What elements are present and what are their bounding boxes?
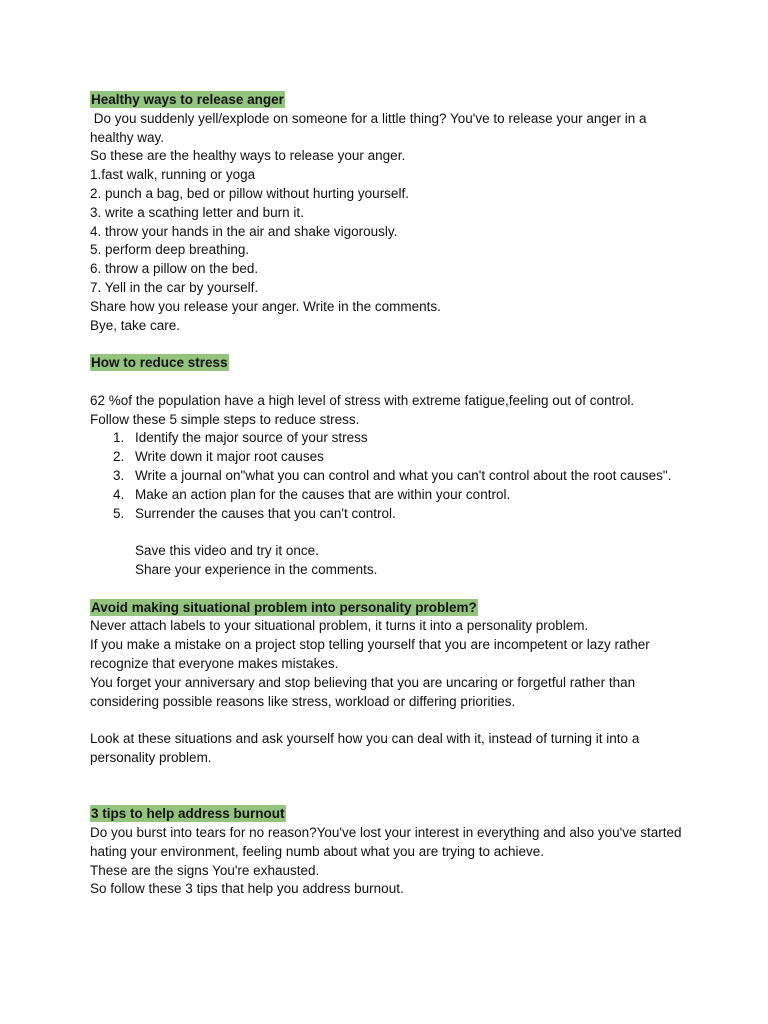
- paragraph: So these are the healthy ways to release your anger.: [90, 148, 406, 164]
- section-stress: [90, 354, 690, 580]
- section-heading: How to reduce stress: [91, 355, 228, 371]
- list-item: 5. perform deep breathing.: [90, 242, 250, 258]
- spacer: [90, 523, 690, 542]
- paragraph: So follow these 3 tips that help you address burnout.: [90, 881, 404, 897]
- list-number: 5.: [113, 505, 125, 521]
- paragraph: Look at these situations and ask yourself how you can deal with it, instead of turning it into a personality problem.: [90, 731, 640, 765]
- list-item: [113, 467, 690, 486]
- list-item-text: Make an action plan for the causes that are within your control.: [135, 486, 511, 502]
- paragraph: Never attach labels to your situational problem, it turns it into a personality problem.: [90, 618, 589, 634]
- paragraph: If you make a mistake on a project stop telling yourself that you are incompetent or lazy rather recognize that everyone makes mistakes.: [90, 637, 650, 671]
- section-heading: Avoid making situational problem into personality problem?: [91, 599, 477, 615]
- list-item-text: Write down it major root causes: [135, 449, 324, 465]
- paragraph: Do you burst into tears for no reason?You've lost your interest in everything and also you've started hating your environment, feeling numb about what you are trying to achieve.: [90, 825, 682, 859]
- spacer: [90, 768, 690, 787]
- paragraph: Bye, take care.: [90, 317, 181, 333]
- list-item: 2. punch a bag, bed or pillow without hurting yourself.: [90, 185, 409, 201]
- paragraph: Save this video and try it once.: [135, 543, 319, 559]
- section-heading: Healthy ways to release anger: [91, 92, 284, 107]
- list-number: 3.: [113, 467, 125, 483]
- section-burnout: [90, 805, 690, 899]
- paragraph: Do you suddenly yell/explode on someone for a little thing? You've to release your anger in a healthy way.: [90, 110, 651, 145]
- list-item-text: Identify the major source of your stress: [135, 430, 368, 446]
- list-item: 6. throw a pillow on the bed.: [90, 261, 259, 277]
- list-item: [113, 448, 690, 467]
- list-number: 4.: [113, 486, 125, 502]
- list-number: 1.: [113, 430, 125, 446]
- spacer: [90, 786, 690, 805]
- list-item: 1.fast walk, running or yoga: [90, 167, 256, 183]
- list-item: 3. write a scathing letter and burn it.: [90, 204, 304, 220]
- list-item: [113, 429, 690, 448]
- section-heading: 3 tips to help address burnout: [91, 806, 285, 822]
- paragraph: Share your experience in the comments.: [135, 561, 378, 577]
- paragraph: Share how you release your anger. Write in the comments.: [90, 298, 441, 314]
- list-item: [113, 486, 690, 505]
- paragraph: You forget your anniversary and stop believing that you are uncaring or forgetful rather than considering possible reasons like stress, workload or differing priorities.: [90, 674, 636, 709]
- section-situational: [90, 599, 690, 768]
- list-number: 2.: [113, 449, 125, 465]
- list-item-text: Write a journal on"what you can control and what you can't control about the root causes".: [135, 467, 672, 483]
- list-item: [113, 505, 690, 524]
- section-anger: [90, 91, 690, 335]
- spacer: [90, 335, 690, 354]
- list-item: 7. Yell in the car by yourself.: [90, 279, 259, 295]
- spacer: [90, 580, 690, 599]
- spacer: [90, 711, 690, 730]
- document-page: [90, 91, 690, 899]
- paragraph: Follow these 5 simple steps to reduce stress.: [90, 411, 360, 427]
- numbered-list: [90, 429, 690, 523]
- paragraph: 62 %of the population have a high level of stress with extreme fatigue,feeling out of control.: [90, 392, 635, 408]
- paragraph: These are the signs You're exhausted.: [90, 862, 320, 878]
- spacer: [90, 373, 690, 392]
- list-item-text: Surrender the causes that you can't control.: [135, 505, 396, 521]
- list-item: 4. throw your hands in the air and shake vigorously.: [90, 223, 398, 239]
